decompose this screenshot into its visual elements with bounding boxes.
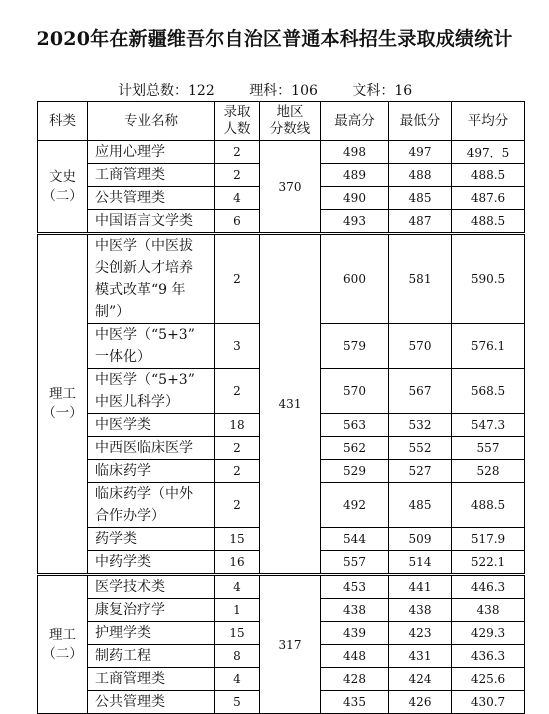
major-name-line: 一体化） [95, 349, 151, 365]
major-name-cell: 中药学类 [88, 551, 215, 575]
regional-line-cell: 317 [260, 575, 321, 714]
major-name-cell: 应用心理学 [88, 141, 215, 164]
admitted-count-cell: 2 [215, 369, 260, 414]
major-name-line: 中医学（中医拔 [95, 238, 193, 254]
max-score-cell: 438 [321, 599, 389, 622]
admitted-count-cell: 2 [215, 164, 260, 187]
avg-score-cell: 557 [452, 437, 525, 460]
major-name-cell [88, 234, 215, 324]
max-score-cell: 562 [321, 437, 389, 460]
admitted-count-cell: 15 [215, 528, 260, 551]
min-score-cell: 570 [389, 324, 452, 369]
min-score-cell: 509 [389, 528, 452, 551]
header-avg-score: 平均分 [452, 102, 525, 141]
min-score-cell: 552 [389, 437, 452, 460]
avg-score-cell: 438 [452, 599, 525, 622]
summary-science: 理科：106 [249, 83, 318, 99]
major-name-cell: 护理学类 [88, 622, 215, 645]
admitted-count-cell: 2 [215, 460, 260, 483]
admitted-count-cell: 8 [215, 645, 260, 668]
header-min-score: 最低分 [389, 102, 452, 141]
min-score-cell: 485 [389, 483, 452, 528]
min-score-cell: 423 [389, 622, 452, 645]
admitted-count-cell: 15 [215, 622, 260, 645]
avg-score-cell: 590.5 [452, 234, 525, 324]
max-score-cell: 544 [321, 528, 389, 551]
min-score-cell: 424 [389, 668, 452, 691]
major-name-cell: 公共管理类 [88, 187, 215, 210]
table-row [38, 141, 525, 164]
major-name-cell [88, 369, 215, 414]
header-major: 专业名称 [88, 102, 215, 141]
major-name-line: 中医学（“5+3” [95, 372, 195, 388]
header-category: 科类 [38, 102, 88, 141]
max-score-cell: 448 [321, 645, 389, 668]
min-score-cell: 514 [389, 551, 452, 575]
major-name-cell: 药学类 [88, 528, 215, 551]
major-name-line: 临床药学（中外 [95, 486, 193, 502]
major-name-cell: 工商管理类 [88, 164, 215, 187]
min-score-cell: 485 [389, 187, 452, 210]
header-max-score: 最高分 [321, 102, 389, 141]
avg-score-cell: 446.3 [452, 575, 525, 599]
avg-score-cell: 487.6 [452, 187, 525, 210]
summary-total: 计划总数：122 [118, 83, 215, 99]
category-cell [38, 141, 88, 234]
admitted-count-cell: 2 [215, 437, 260, 460]
admitted-count-cell: 2 [215, 483, 260, 528]
min-score-cell: 426 [389, 691, 452, 714]
min-score-cell: 497 [389, 141, 452, 164]
admitted-count-cell: 3 [215, 324, 260, 369]
min-score-cell: 441 [389, 575, 452, 599]
header-admitted [215, 102, 260, 141]
major-name-cell: 制药工程 [88, 645, 215, 668]
max-score-cell: 557 [321, 551, 389, 575]
major-name-cell: 临床药学 [88, 460, 215, 483]
category-cell [38, 575, 88, 714]
max-score-cell: 498 [321, 141, 389, 164]
avg-score-cell: 568.5 [452, 369, 525, 414]
summary-arts: 文科：16 [352, 83, 413, 99]
major-name-cell: 公共管理类 [88, 691, 215, 714]
major-name-cell [88, 324, 215, 369]
table-row [38, 234, 525, 324]
admitted-count-cell: 16 [215, 551, 260, 575]
min-score-cell: 532 [389, 414, 452, 437]
category-line2: （二） [42, 645, 83, 662]
max-score-cell: 493 [321, 210, 389, 234]
max-score-cell: 428 [321, 668, 389, 691]
avg-score-cell: 488.5 [452, 210, 525, 234]
max-score-cell: 563 [321, 414, 389, 437]
plan-summary [118, 80, 416, 100]
max-score-cell: 435 [321, 691, 389, 714]
admitted-count-cell: 1 [215, 599, 260, 622]
avg-score-cell: 497．5 [452, 141, 525, 164]
major-name-cell: 中西医临床医学 [88, 437, 215, 460]
admitted-count-cell: 2 [215, 234, 260, 324]
regional-line-cell: 431 [260, 234, 321, 575]
header-admitted-line2: 人数 [223, 121, 251, 137]
max-score-cell: 600 [321, 234, 389, 324]
admitted-count-cell: 5 [215, 691, 260, 714]
major-name-line: 中医学（“5+3” [95, 327, 195, 343]
major-name-line: 中医儿科学） [95, 394, 179, 410]
category-line2: （一） [42, 405, 83, 421]
max-score-cell: 490 [321, 187, 389, 210]
admitted-count-cell: 4 [215, 575, 260, 599]
max-score-cell: 492 [321, 483, 389, 528]
admitted-count-cell: 6 [215, 210, 260, 234]
avg-score-cell: 576.1 [452, 324, 525, 369]
category-line2: （二） [42, 187, 83, 204]
major-name-cell: 中医学类 [88, 414, 215, 437]
admitted-count-cell: 4 [215, 668, 260, 691]
min-score-cell: 438 [389, 599, 452, 622]
min-score-cell: 431 [389, 645, 452, 668]
min-score-cell: 487 [389, 210, 452, 234]
category-cell [38, 234, 88, 575]
major-name-cell: 中国语言文学类 [88, 210, 215, 234]
max-score-cell: 453 [321, 575, 389, 599]
regional-line-cell: 370 [260, 141, 321, 234]
document-title: 2020年在新疆维吾尔自治区普通本科招生录取成绩统计 [36, 28, 513, 50]
avg-score-cell: 547.3 [452, 414, 525, 437]
min-score-cell: 527 [389, 460, 452, 483]
major-name-cell [88, 483, 215, 528]
admitted-count-cell: 18 [215, 414, 260, 437]
max-score-cell: 570 [321, 369, 389, 414]
header-admitted-line1: 录取 [223, 104, 251, 120]
max-score-cell: 439 [321, 622, 389, 645]
major-name-line: 合作办学） [95, 508, 165, 524]
header-line-line1: 地区 [276, 104, 304, 120]
table-header-row [38, 102, 525, 141]
major-name-cell: 康复治疗学 [88, 599, 215, 622]
avg-score-cell: 528 [452, 460, 525, 483]
header-line-line2: 分数线 [269, 121, 311, 137]
major-name-cell: 工商管理类 [88, 668, 215, 691]
major-name-cell: 医学技术类 [88, 575, 215, 599]
category-line1: 文史 [49, 168, 76, 185]
table-body [38, 141, 525, 714]
avg-score-cell: 430.7 [452, 691, 525, 714]
category-line1: 理工 [49, 626, 76, 643]
category-line1: 理工 [49, 386, 76, 402]
major-name-line: 尖创新人才培养 [95, 260, 193, 276]
header-regional-line [260, 102, 321, 141]
max-score-cell: 489 [321, 164, 389, 187]
avg-score-cell: 425.6 [452, 668, 525, 691]
avg-score-cell: 522.1 [452, 551, 525, 575]
avg-score-cell: 517.9 [452, 528, 525, 551]
max-score-cell: 529 [321, 460, 389, 483]
min-score-cell: 567 [389, 369, 452, 414]
max-score-cell: 579 [321, 324, 389, 369]
min-score-cell: 488 [389, 164, 452, 187]
avg-score-cell: 488.5 [452, 483, 525, 528]
major-name-line: 制”） [95, 304, 131, 320]
avg-score-cell: 429.3 [452, 622, 525, 645]
admitted-count-cell: 2 [215, 141, 260, 164]
avg-score-cell: 436.3 [452, 645, 525, 668]
table-row [38, 575, 525, 599]
admission-score-table [37, 101, 525, 714]
avg-score-cell: 488.5 [452, 164, 525, 187]
min-score-cell: 581 [389, 234, 452, 324]
admitted-count-cell: 4 [215, 187, 260, 210]
major-name-line: 模式改革“9 年 [95, 282, 186, 298]
